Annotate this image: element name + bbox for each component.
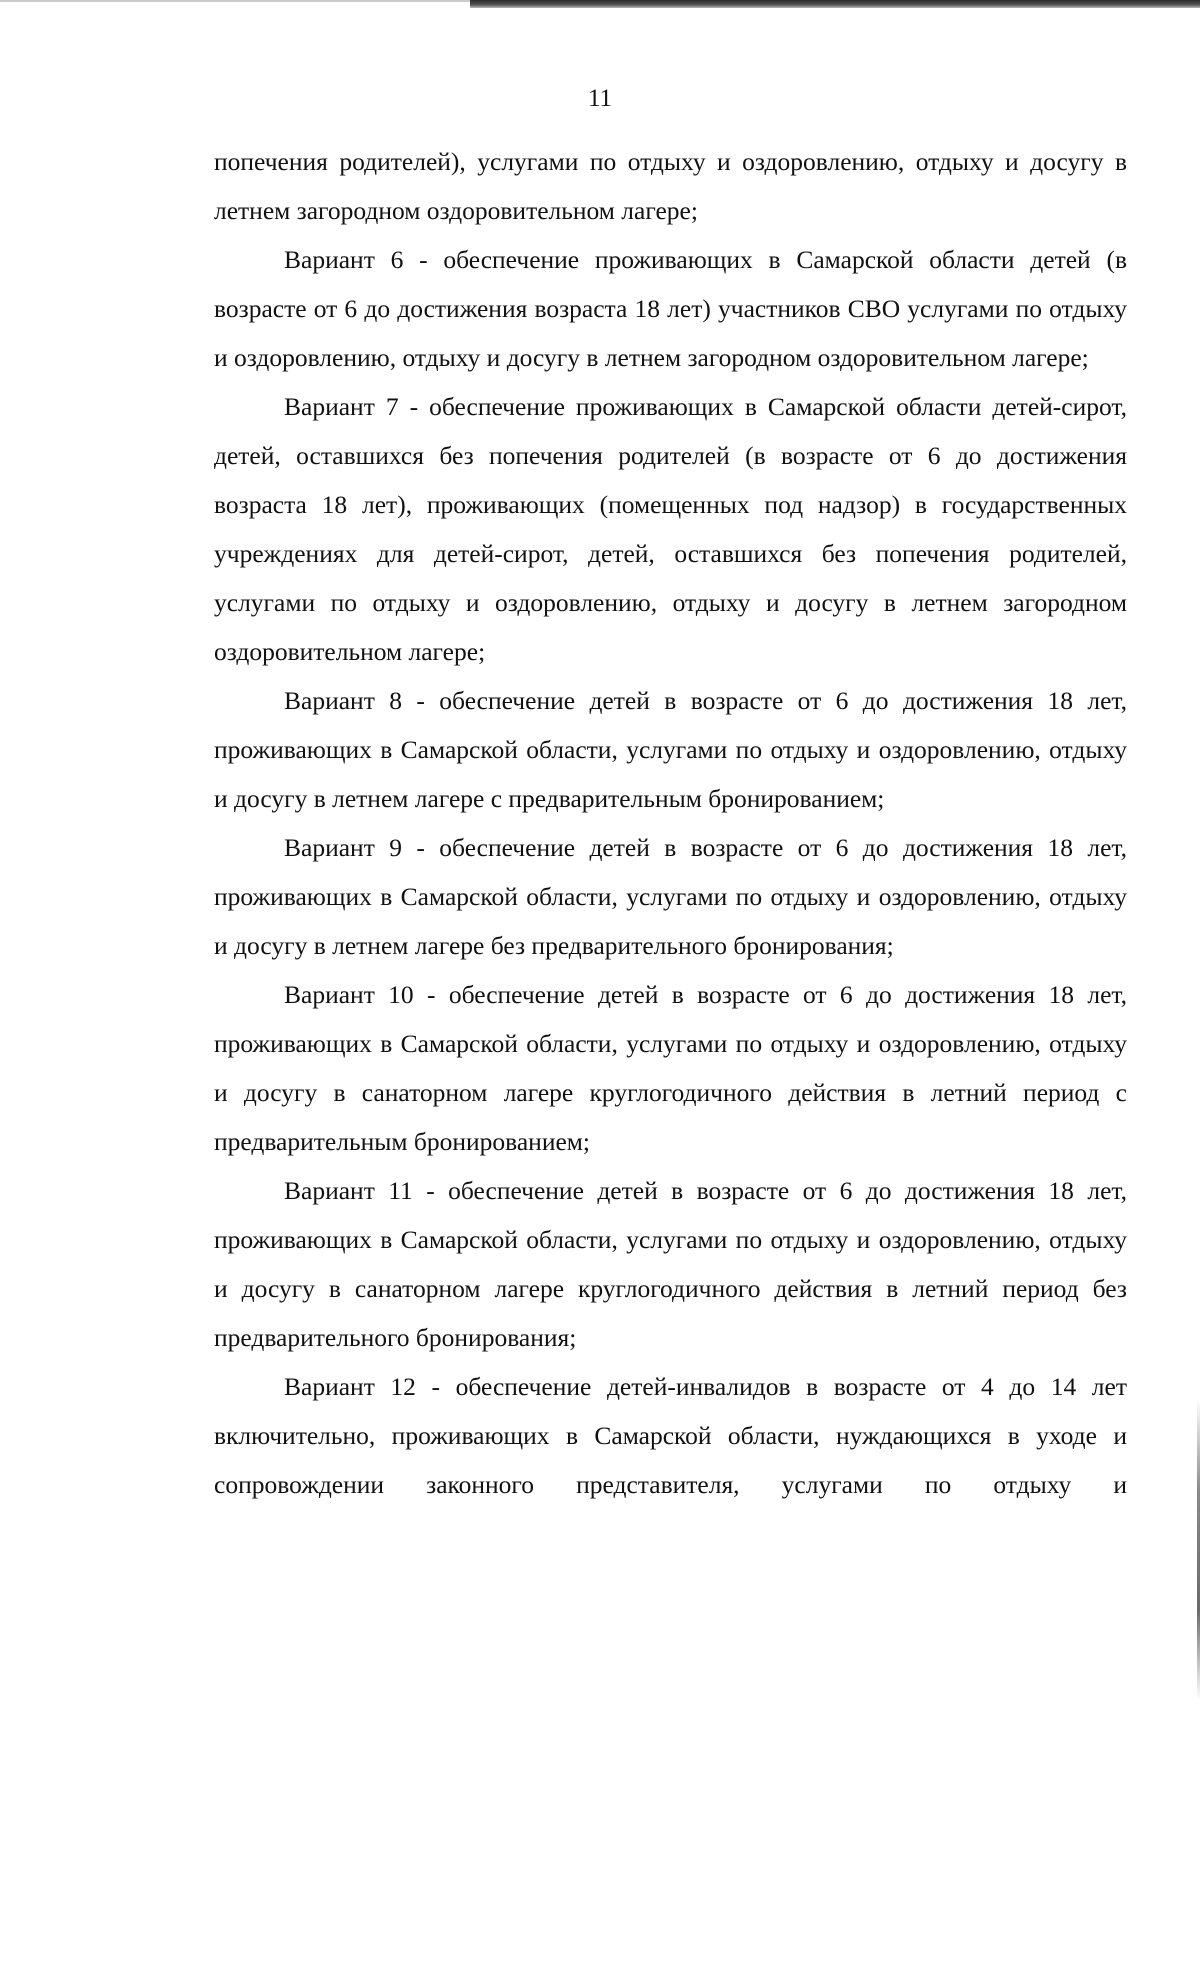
paragraph-variant-10: Вариант 10 - обеспечение детей в возрасте от 6 до достижения 18 лет, проживающих в Самарской области, услугами по отдыху и оздоровлению, отдыху и досугу в санаторном лагере круглогодичного действия в летний период с предварительным бронированием; [214, 980, 1127, 1156]
document-body [214, 137, 1127, 1509]
page-number: 11 [587, 85, 613, 112]
paragraph-variant-9: Вариант 9 - обеспечение детей в возрасте от 6 до достижения 18 лет, проживающих в Самарской области, услугами по отдыху и оздоровлению, отдыху и досугу в летнем лагере без предварительного бронирования; [214, 833, 1127, 960]
paragraph-continuation: попечения родителей), услугами по отдыху и оздоровлению, отдыху и досугу в летнем загородном оздоровительном лагере; [214, 147, 1127, 225]
paragraph-variant-7: Вариант 7 - обеспечение проживающих в Самарской области детей-сирот, детей, оставшихся без попечения родителей (в возрасте от 6 до достижения возраста 18 лет), проживающих (помещенных под надзор) в государственных учреждениях для детей-сирот, детей, оставшихся без попечения родителей, услугами по отдыху и оздоровлению, отдыху и досугу в летнем загородном оздоровительном лагере; [214, 392, 1127, 666]
scan-top-border [470, 0, 1200, 8]
paragraph-variant-12: Вариант 12 - обеспечение детей-инвалидов в возрасте от 4 до 14 лет включительно, проживающих в Самарской области, нуждающихся в уходе и сопровождении законного представителя, услугами по отдыху и [214, 1372, 1127, 1499]
scan-top-edge [0, 0, 470, 2]
paragraph-variant-6: Вариант 6 - обеспечение проживающих в Самарской области детей (в возрасте от 6 до достижения возраста 18 лет) участников СВО услугами по отдыху и оздоровлению, отдыху и досугу в летнем загородном оздоровительном лагере; [214, 245, 1127, 372]
paragraph-variant-8: Вариант 8 - обеспечение детей в возрасте от 6 до достижения 18 лет, проживающих в Самарской области, услугами по отдыху и оздоровлению, отдыху и досугу в летнем лагере с предварительным бронированием; [214, 686, 1127, 813]
paragraph-variant-11: Вариант 11 - обеспечение детей в возрасте от 6 до достижения 18 лет, проживающих в Самарской области, услугами по отдыху и оздоровлению, отдыху и досугу в санаторном лагере круглогодичного действия в летний период без предварительного бронирования; [214, 1176, 1127, 1352]
